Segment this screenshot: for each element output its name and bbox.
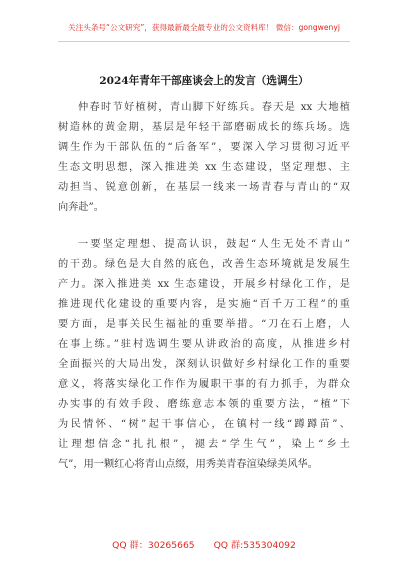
paragraph-line: 意义，将落实绿化工作作为履职干事的有力抓手，为群众 [58,379,350,390]
paragraph-line: 为民情怀、“树”起干事信心，在镇村一线“蹲蹲苗”、 [58,419,350,430]
footer-qq-group-2: QQ 群:535304092 [213,540,296,551]
paragraph-line: 在事上练。”驻村选调生要从讲政治的高度，从推进乡村 [58,339,350,350]
footer-qq-group-1: QQ 群：30265665 [112,540,195,551]
paragraph-line: 全面振兴的大局出发，深刻认识做好乡村绿化工作的重要 [58,359,350,370]
paragraph-2 [58,235,350,475]
paragraph-line: 调生作为干部队伍的“后备军”，要深入学习贯彻习近平 [58,142,350,153]
paragraph-line: 一要坚定理想、提高认识，鼓起“人生无处不青山” [78,239,350,250]
paragraph-line: 产力。深入推进美 xx 生态建设，开展乡村绿化工作，是 [58,279,350,290]
paragraph-line: 仲春时节好植树，青山脚下好练兵。春天是 xx 大地植 [78,102,350,113]
paragraph-line: 的干劲。绿色是大自然的底色，改善生态环境就是发展生 [58,259,350,270]
paragraph-line: 要方面，是事关民生福祉的重要举措。“刀在石上磨，人 [58,319,350,330]
paragraph-line: 让理想信念“扎扎根”，褪去“学生气”，染上“乡土 [58,439,350,450]
paragraph-line: 推进现代化建设的重要内容，是实施“百千万工程”的重 [58,299,350,310]
document-title: 2024年青年干部座谈会上的发言（选调生） [99,75,309,87]
paragraph-line: 树造林的黄金期，基层是年轻干部磨砺成长的练兵场。选 [58,122,350,133]
paragraph-line: 生态文明思想，深入推进美 xx 生态建设，坚定理想、主 [58,162,350,173]
header-divider [58,41,350,42]
paragraph-line: 气”，用一颗红心将青山点缀，用秀美青春渲染绿美风华。 [58,459,318,470]
paragraph-1 [58,98,350,218]
header-promo-banner: 关注头条号“公文研究”，获得最新最全最专业的公文资料库！ 微信：gongwenyj [68,23,340,32]
paragraph-line: 办实事的有效手段、磨练意志本领的重要方法，“植”下 [58,399,350,410]
footer-contacts [0,537,408,551]
paragraph-line: 向奔赴”。 [58,202,104,213]
paragraph-line: 动担当、锐意创新，在基层一线来一场青春与青山的“双 [58,182,350,193]
